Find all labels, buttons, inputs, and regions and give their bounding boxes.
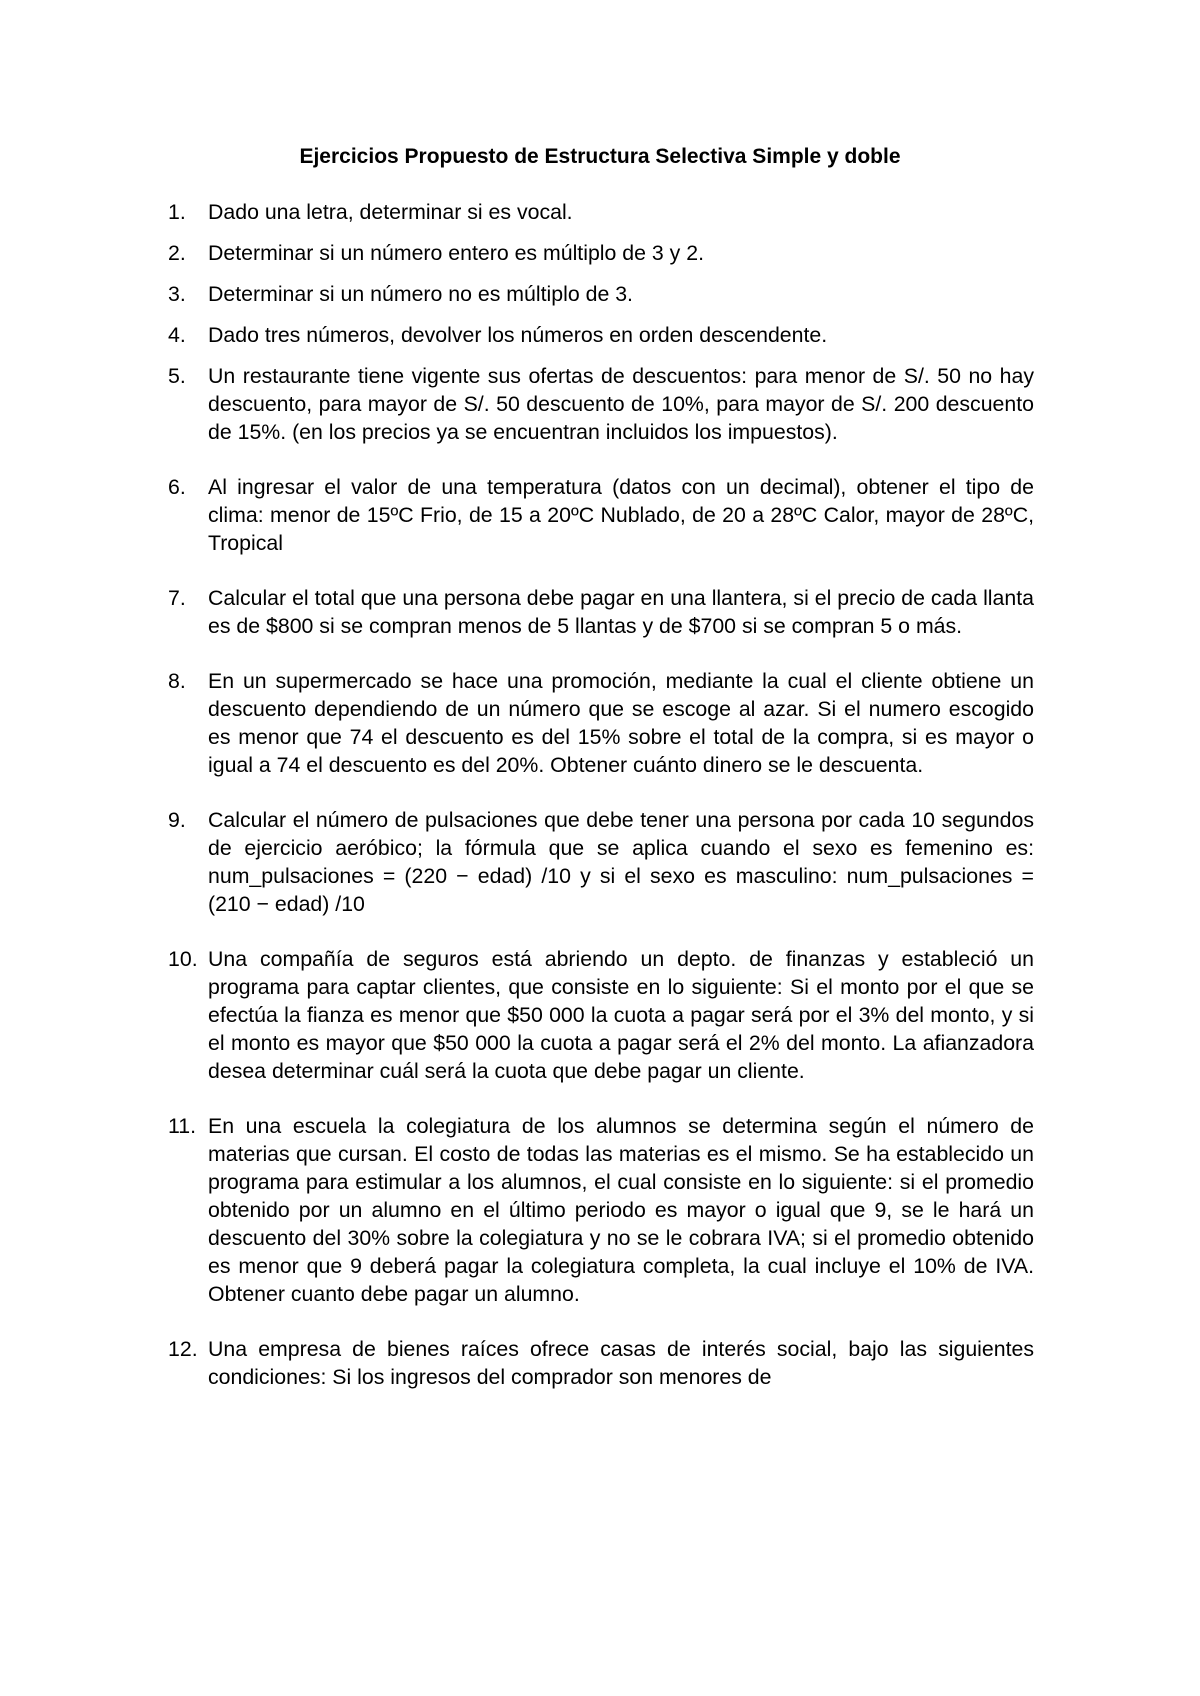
exercise-number: 11. [168, 1114, 197, 1138]
exercise-number: 8. [168, 669, 186, 693]
exercise-number: 12. [168, 1337, 198, 1361]
exercise-text: Calcular el total que una persona debe pagar en una llantera, si el precio de cada llanta es de $800 si se compran menos de 5 llantas y de $700 si se compran 5 o más. [208, 586, 1034, 638]
exercise-number: 1. [168, 200, 186, 224]
exercise-text: Un restaurante tiene vigente sus ofertas de descuentos: para menor de S/. 50 no hay descuento, para mayor de S/. 50 descuento de 10%, para mayor de S/. 200 descuento de 15%. (en los precios ya se encuentran incluidos los impuestos). [208, 364, 1034, 444]
exercise-item-8 [168, 667, 1034, 779]
exercise-text: Dado una letra, determinar si es vocal. [208, 200, 573, 224]
exercise-number: 5. [168, 364, 186, 388]
exercise-number: 6. [168, 475, 186, 499]
exercise-item-9 [168, 806, 1034, 918]
exercise-text: Calcular el número de pulsaciones que debe tener una persona por cada 10 segundos de ejercicio aeróbico; la fórmula que se aplica cuando el sexo es femenino es: num_pulsaciones = (220 − edad) /10 y si el sexo es masculino: num_pulsaciones = (210 − edad) /10 [208, 808, 1034, 916]
exercise-number: 4. [168, 323, 186, 347]
exercise-text: Una compañía de seguros está abriendo un depto. de finanzas y estableció un programa para captar clientes, que consiste en lo siguiente: Si el monto por el que se efectúa la fianza es menor que $50 000 la cuota a pagar será por el 3% del monto, y si el monto es mayor que $50 000 la cuota a pagar será el 2% del monto. La afianzadora desea determinar cuál será la cuota que debe pagar un cliente. [208, 947, 1034, 1083]
exercise-item-2 [168, 239, 1034, 267]
exercise-text: Determinar si un número no es múltiplo de 3. [208, 282, 633, 306]
exercise-text: Dado tres números, devolver los números en orden descendente. [208, 323, 828, 347]
exercise-list [168, 198, 1034, 1418]
exercise-number: 9. [168, 808, 186, 832]
exercise-number: 3. [168, 282, 186, 306]
exercise-text: En un supermercado se hace una promoción, mediante la cual el cliente obtiene un descuento dependiendo de un número que se escoge al azar. Si el numero escogido es menor que 74 el descuento es del 15% sobre el total de la compra, si es mayor o igual a 74 el descuento es del 20%. Obtener cuánto dinero se le descuenta. [208, 669, 1034, 777]
exercise-item-3 [168, 280, 1034, 308]
exercise-item-1 [168, 198, 1034, 226]
exercise-text: Una empresa de bienes raíces ofrece casas de interés social, bajo las siguientes condiciones: Si los ingresos del comprador son menores de [208, 1337, 1034, 1389]
exercise-text: Al ingresar el valor de una temperatura (datos con un decimal), obtener el tipo de clima: menor de 15ºC Frio, de 15 a 20ºC Nublado, de 20 a 28ºC Calor, mayor de 28ºC, Tropical [208, 475, 1034, 555]
exercise-number: 10. [168, 947, 198, 971]
exercise-item-6 [168, 473, 1034, 557]
exercise-item-7 [168, 584, 1034, 640]
exercise-item-4 [168, 321, 1034, 349]
exercise-item-10 [168, 945, 1034, 1085]
exercise-item-5 [168, 362, 1034, 446]
exercise-item-12 [168, 1335, 1034, 1391]
document-title: Ejercicios Propuesto de Estructura Selectiva Simple y doble [299, 145, 901, 168]
exercise-text: En una escuela la colegiatura de los alumnos se determina según el número de materias que cursan. El costo de todas las materias es el mismo. Se ha establecido un programa para estimular a los alumnos, el cual consiste en lo siguiente: si el promedio obtenido por un alumno en el último periodo es mayor o igual que 9, se le hará un descuento del 30% sobre la colegiatura y no se le cobrara IVA; si el promedio obtenido es menor que 9 deberá pagar la colegiatura completa, la cual incluye el 10% de IVA. Obtener cuanto debe pagar un alumno. [208, 1114, 1034, 1306]
exercise-item-11 [168, 1112, 1034, 1308]
exercise-number: 7. [168, 586, 186, 610]
exercise-number: 2. [168, 241, 186, 265]
exercise-text: Determinar si un número entero es múltiplo de 3 y 2. [208, 241, 704, 265]
